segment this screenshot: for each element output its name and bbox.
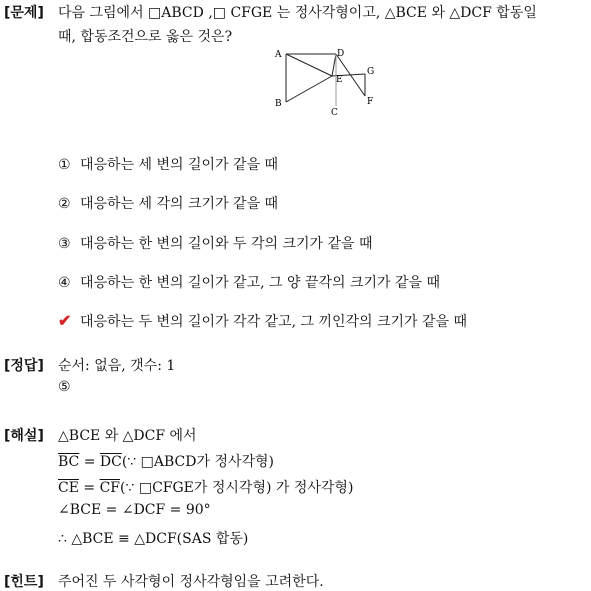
segment-ce: $\overline{CE}$ (58, 480, 79, 496)
geometry-figure (270, 44, 385, 120)
hint-label: [힌트] (4, 574, 44, 590)
problem-label: [문제] (4, 5, 44, 21)
equals-sign: = (79, 454, 100, 470)
figure-label-c: C (331, 108, 338, 118)
reason-2: (∵ □CFGE가 정시각형) 가 정사각형) (120, 480, 354, 496)
problem-text-line2: 때, 합동조건으로 옳은 것은? (58, 29, 233, 45)
option-3-text: 대응하는 한 변의 길이와 두 각의 크기가 같을 때 (80, 236, 373, 252)
option-5-text: 대응하는 두 변의 길이가 각각 같고, 그 끼인각의 크기가 같을 때 (80, 314, 468, 330)
segment-bc: $\overline{BC}$ (58, 454, 80, 470)
explanation-line4: ∠BCE = ∠DCF = 90° (58, 502, 211, 518)
option-2-marker: ② (58, 196, 71, 212)
answer-order-count: 순서: 없음, 갯수: 1 (58, 358, 176, 374)
figure-label-a: A (275, 50, 282, 60)
option-1 (58, 154, 278, 174)
answer-label: [정답] (4, 358, 44, 374)
option-4 (58, 272, 440, 292)
explanation-line5: ∴ △BCE ≡ △DCF(SAS 합동) (58, 531, 249, 547)
reason-1: (∵ □ABCD가 정사각형) (121, 454, 275, 470)
check-icon: ✔ (58, 311, 72, 330)
explanation-line2 (58, 451, 274, 471)
figure-label-b: B (275, 99, 282, 109)
option-4-text: 대응하는 한 변의 길이가 같고, 그 양 끝각의 크기가 같을 때 (80, 275, 441, 291)
explanation-line1: △BCE 와 △DCF 에서 (58, 428, 197, 444)
option-2 (58, 193, 278, 213)
option-1-marker: ① (58, 157, 71, 173)
segment-dc: $\overline{DC}$ (99, 454, 122, 470)
segment-cf: $\overline{CF}$ (99, 480, 121, 496)
equals-sign: = (78, 480, 100, 496)
explanation-line3 (58, 477, 353, 497)
option-2-text: 대응하는 세 각의 크기가 같을 때 (80, 196, 279, 212)
problem-text-line1: 다음 그림에서 □ABCD ,□ CFGE 는 정사각형이고, △BCE 와 △DCF 합동일 (58, 5, 537, 21)
hint-text: 주어진 두 사각형이 정사각형임을 고려한다. (58, 574, 324, 590)
answer-value: ⑤ (58, 379, 71, 395)
option-3 (58, 233, 373, 253)
option-4-marker: ④ (58, 275, 71, 291)
option-3-marker: ③ (58, 236, 71, 252)
figure-label-e: E (336, 75, 343, 85)
figure-label-g: G (367, 67, 375, 77)
option-1-text: 대응하는 세 변의 길이가 같을 때 (80, 157, 279, 173)
option-5 (58, 311, 467, 331)
explanation-label: [해설] (4, 428, 44, 444)
figure-label-d: D (337, 49, 345, 59)
figure-label-f: F (367, 97, 374, 107)
